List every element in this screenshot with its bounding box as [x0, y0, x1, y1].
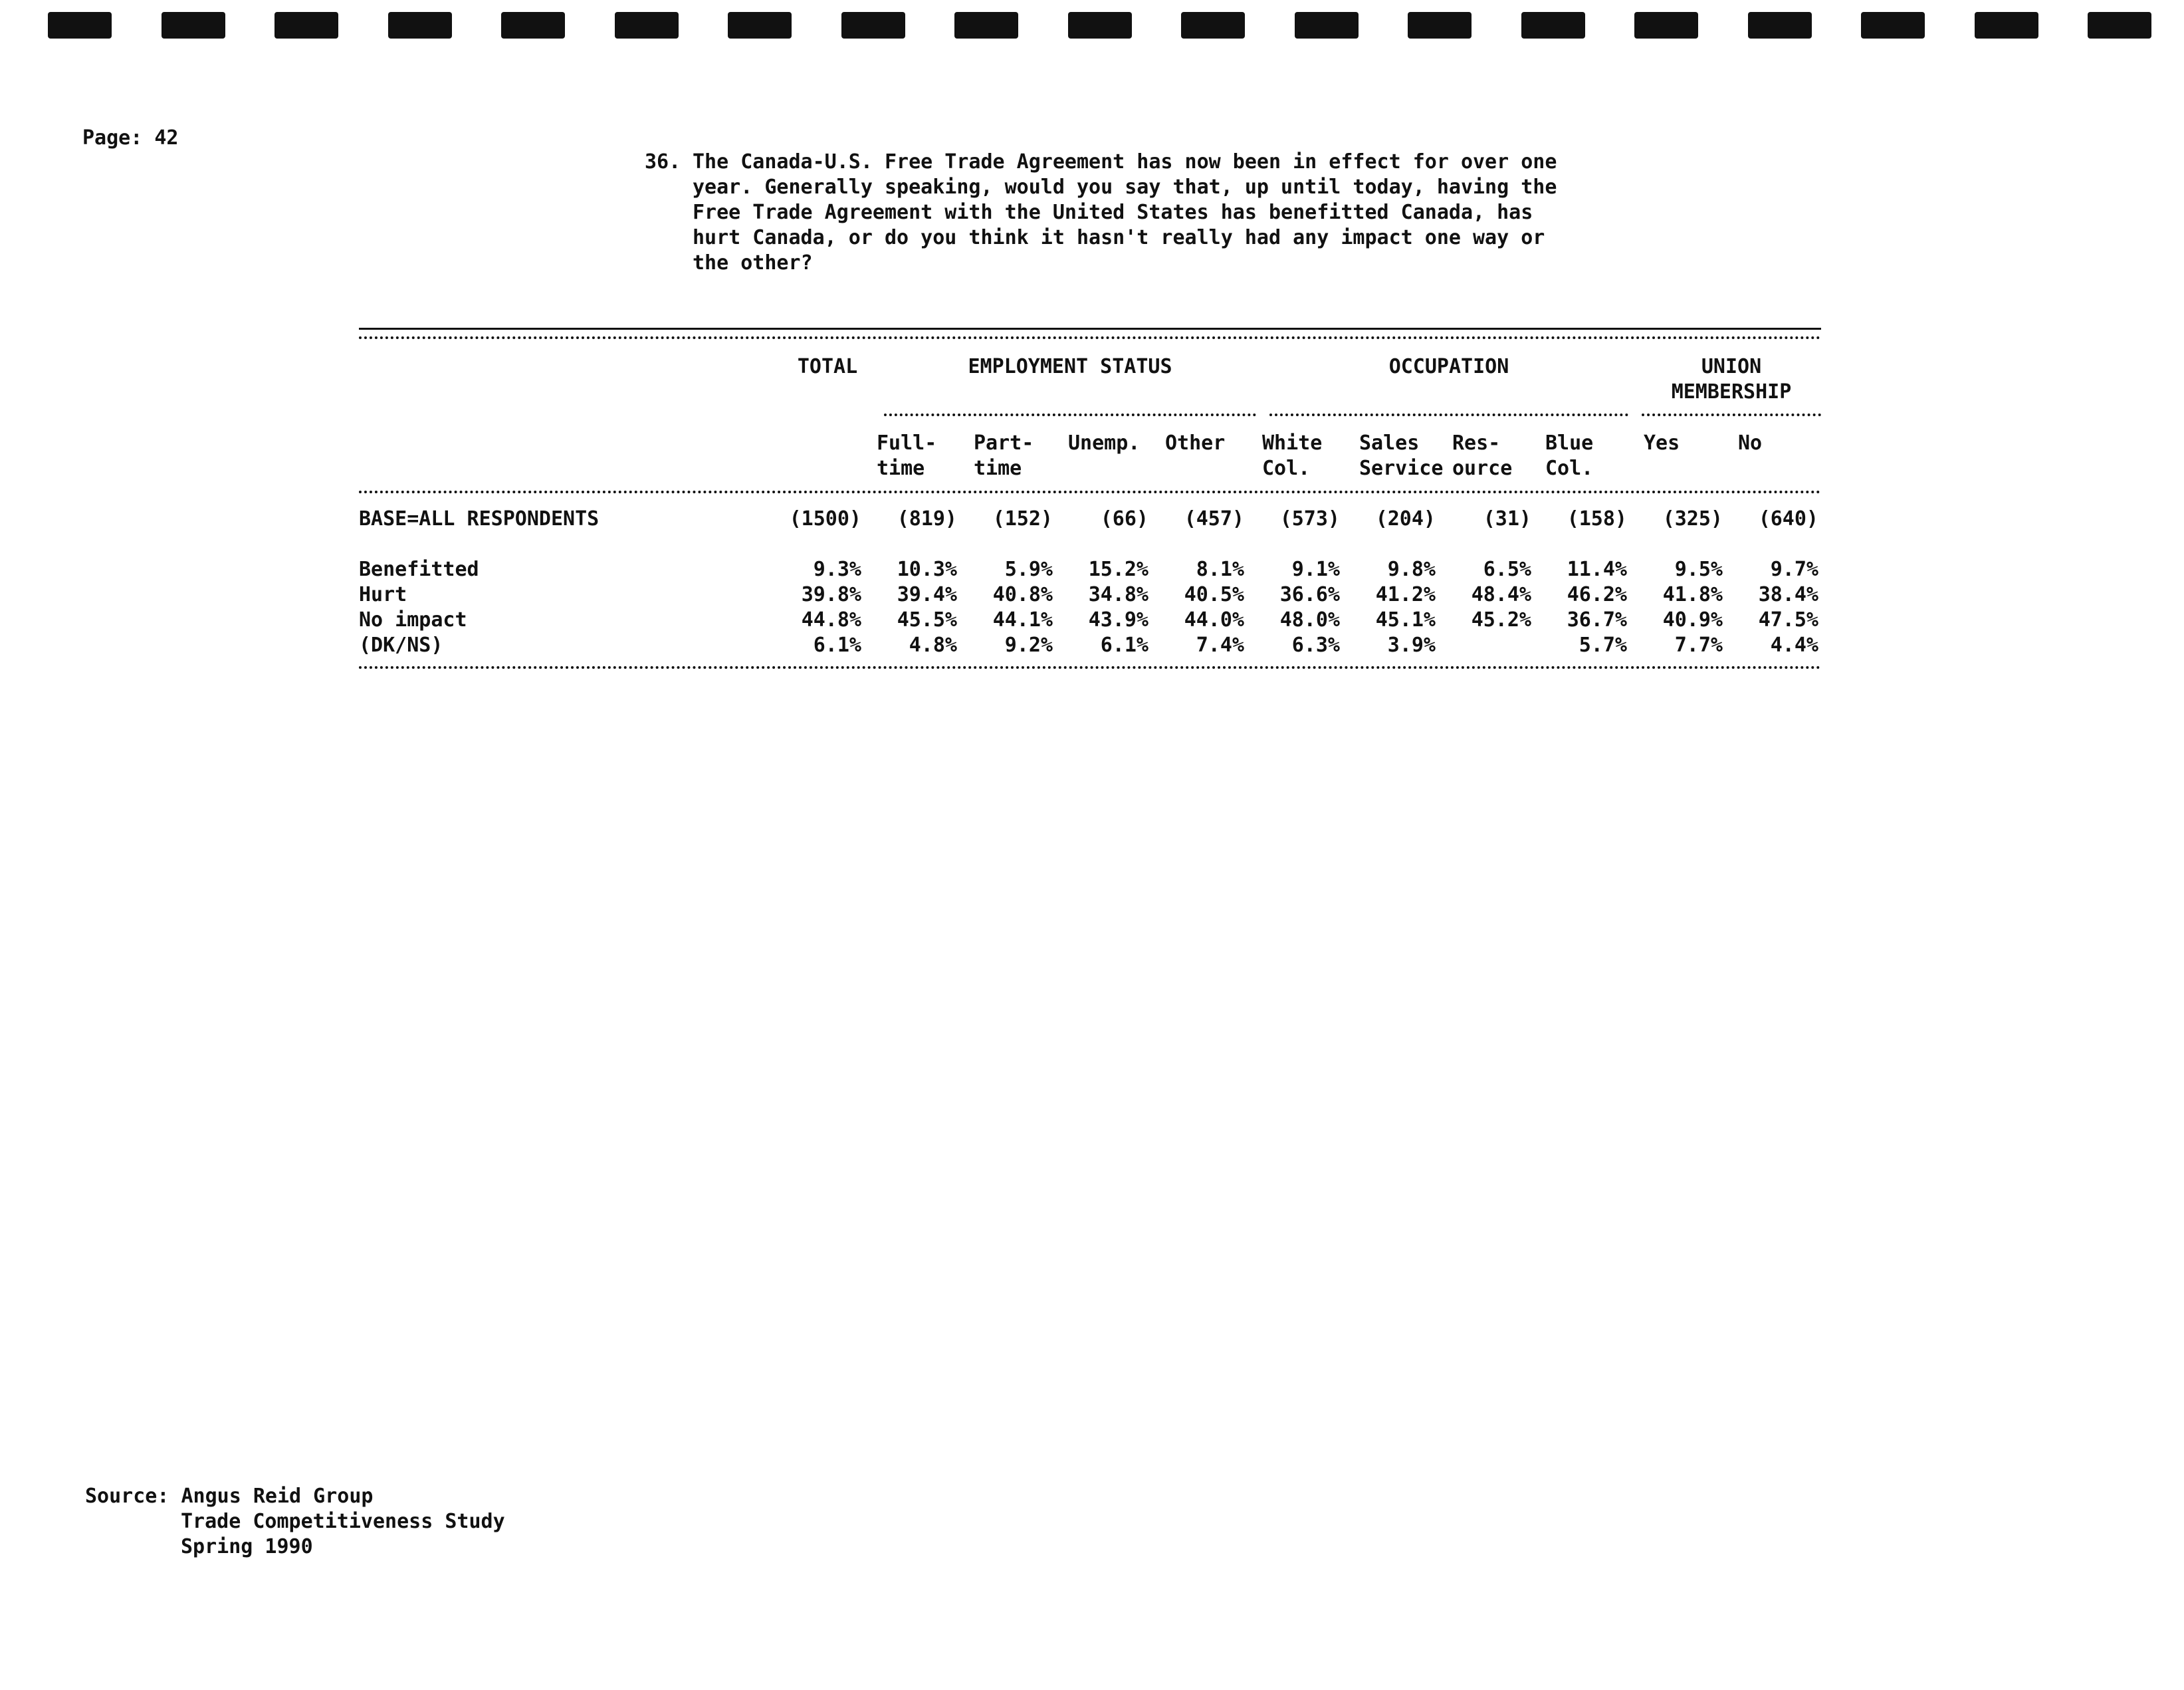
perforation-mark [954, 12, 1018, 39]
table-cell: 40.9% [1662, 608, 1723, 632]
table-cell: 44.1% [992, 608, 1053, 632]
table-cell: 11.4% [1567, 558, 1627, 581]
table-cell: (152) [992, 507, 1053, 531]
table-cell: 9.5% [1674, 558, 1723, 581]
perforation-mark [1408, 12, 1472, 39]
table-cell: 9.7% [1770, 558, 1818, 581]
perforation-mark [841, 12, 905, 39]
table-cell: 6.5% [1483, 558, 1531, 581]
table-cell: 4.4% [1770, 634, 1818, 657]
table-cell: 6.1% [1100, 634, 1148, 657]
table-cell: 9.8% [1387, 558, 1436, 581]
header-occupation: OCCUPATION [1388, 355, 1509, 378]
subheader-line1: Full- [877, 431, 937, 455]
table-cell: (158) [1567, 507, 1627, 531]
source-line-1: Source: Angus Reid Group [85, 1485, 374, 1508]
perforation-mark [1861, 12, 1925, 39]
subheader-line2: Col. [1545, 457, 1594, 480]
perforation-mark [162, 12, 225, 39]
header-employment-status: EMPLOYMENT STATUS [968, 355, 1172, 378]
subheader-line1: Other [1165, 431, 1226, 455]
perforation-mark [728, 12, 792, 39]
table-cell: (640) [1758, 507, 1818, 531]
union-underline [1642, 414, 1821, 416]
question-text: The Canada-U.S. Free Trade Agreement has now been in effect for over one year. Generally speaking, would you say that, up until today, having the Free Trade Agreement with the United States has benefitted Canada, has hurt Canada, or do you think it hasn't really had any impact one way or the other? [693, 150, 1557, 275]
table-cell: 7.4% [1196, 634, 1244, 657]
table-cell: 3.9% [1387, 634, 1436, 657]
perforation-mark [2088, 12, 2151, 39]
table-cell: 5.9% [1004, 558, 1053, 581]
perforation-strip [48, 12, 2148, 40]
table-header-rule [359, 336, 1821, 339]
subheader-line2: ource [1452, 457, 1513, 480]
subheader-line2: Service [1359, 457, 1444, 480]
table-cell: (66) [1100, 507, 1148, 531]
subheader-line1: Res- [1452, 431, 1501, 455]
perforation-mark [1634, 12, 1698, 39]
table-cell: 8.1% [1196, 558, 1244, 581]
table-cell: (819) [897, 507, 957, 531]
perforation-mark [615, 12, 679, 39]
table-cell: 45.2% [1471, 608, 1531, 632]
header-union-line2: MEMBERSHIP [1671, 380, 1792, 404]
table-cell: 36.6% [1279, 583, 1340, 606]
table-cell: 44.8% [801, 608, 861, 632]
perforation-mark [48, 12, 112, 39]
header-union-line1: UNION [1701, 355, 1762, 378]
table-top-rule [359, 328, 1821, 330]
subheader-line1: No [1738, 431, 1763, 455]
table-cell: (325) [1662, 507, 1723, 531]
table-cell: 6.3% [1291, 634, 1340, 657]
table-cell: 46.2% [1567, 583, 1627, 606]
table-cell: 41.8% [1662, 583, 1723, 606]
table-cell: 44.0% [1184, 608, 1244, 632]
table-row-label: Hurt [359, 583, 407, 606]
table-cell: 40.8% [992, 583, 1053, 606]
table-cell: 15.2% [1088, 558, 1148, 581]
perforation-mark [501, 12, 565, 39]
table-cell: 9.3% [813, 558, 861, 581]
table-cell: (1500) [789, 507, 861, 531]
table-cell: 39.8% [801, 583, 861, 606]
subheader-line1: Sales [1359, 431, 1420, 455]
perforation-mark [1068, 12, 1132, 39]
subheader-line2: time [877, 457, 925, 480]
perforation-mark [1181, 12, 1245, 39]
subheader-line1: White [1262, 431, 1323, 455]
subheader-rule [359, 491, 1821, 493]
table-cell: (204) [1375, 507, 1436, 531]
source-line-3: Spring 1990 [181, 1535, 313, 1558]
table-cell: 48.0% [1279, 608, 1340, 632]
table-cell: 40.5% [1184, 583, 1244, 606]
perforation-mark [1521, 12, 1585, 39]
table-cell: 45.1% [1375, 608, 1436, 632]
subheader-line2: Col. [1262, 457, 1311, 480]
source-line-2: Trade Competitiveness Study [181, 1510, 505, 1533]
header-total: TOTAL [797, 355, 858, 378]
perforation-mark [274, 12, 338, 39]
table-row-label: Benefitted [359, 558, 479, 581]
table-cell: 34.8% [1088, 583, 1148, 606]
employment-underline [884, 414, 1256, 416]
perforation-mark [1295, 12, 1359, 39]
table-cell: 9.1% [1291, 558, 1340, 581]
table-cell: (573) [1279, 507, 1340, 531]
perforation-mark [1975, 12, 2038, 39]
table-cell: 36.7% [1567, 608, 1627, 632]
base-row-label: BASE=ALL RESPONDENTS [359, 507, 600, 531]
table-cell: 41.2% [1375, 583, 1436, 606]
perforation-mark [1748, 12, 1812, 39]
table-cell: 48.4% [1471, 583, 1531, 606]
table-cell: 47.5% [1758, 608, 1818, 632]
subheader-line1: Part- [974, 431, 1034, 455]
question-number: 36. [645, 150, 681, 174]
table-cell: 45.5% [897, 608, 957, 632]
table-cell: 5.7% [1579, 634, 1627, 657]
subheader-line1: Blue [1545, 431, 1594, 455]
page-number: Page: 42 [82, 126, 179, 150]
table-cell: 39.4% [897, 583, 957, 606]
subheader-line1: Unemp. [1068, 431, 1141, 455]
table-cell: 9.2% [1004, 634, 1053, 657]
table-cell: (457) [1184, 507, 1244, 531]
table-bottom-rule [359, 666, 1821, 669]
table-cell: 38.4% [1758, 583, 1818, 606]
table-cell: 6.1% [813, 634, 861, 657]
perforation-mark [388, 12, 452, 39]
table-cell: 7.7% [1674, 634, 1723, 657]
subheader-line2: time [974, 457, 1022, 480]
table-cell: 10.3% [897, 558, 957, 581]
subheader-line1: Yes [1644, 431, 1680, 455]
table-cell: 43.9% [1088, 608, 1148, 632]
table-row-label: No impact [359, 608, 467, 632]
table-cell: 4.8% [909, 634, 957, 657]
table-cell: (31) [1483, 507, 1531, 531]
table-row-label: (DK/NS) [359, 634, 443, 657]
occupation-underline [1269, 414, 1628, 416]
